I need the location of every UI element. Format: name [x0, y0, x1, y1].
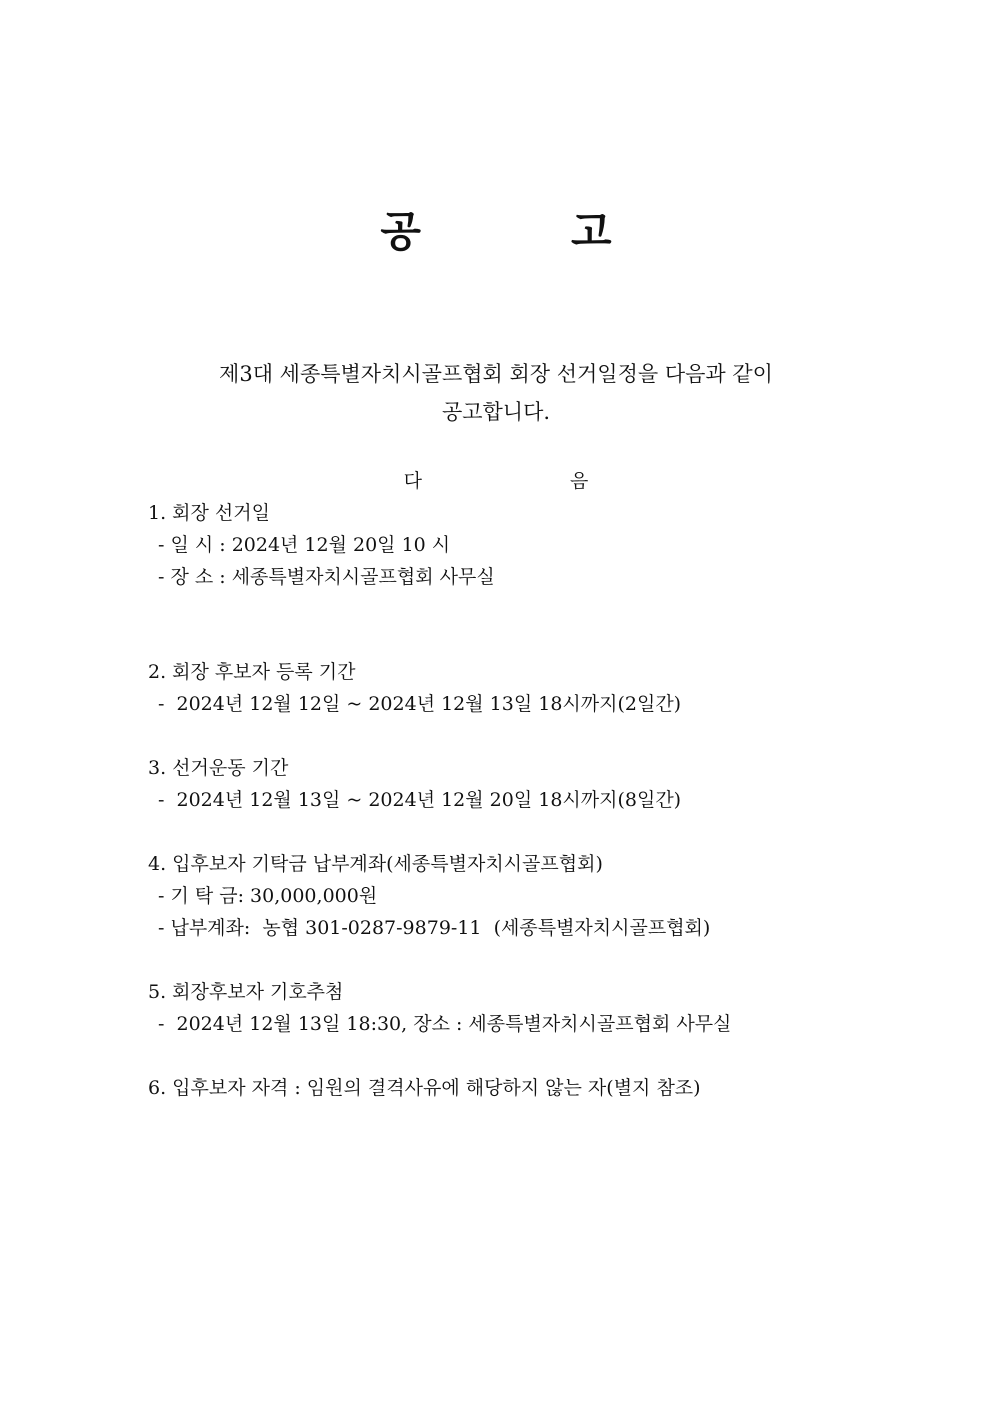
section-3-period: - 2024년 12월 13일 ~ 2024년 12월 20일 18시까지(8일간) [158, 789, 682, 811]
intro-line-1: 제3대 세종특별자치시골프협회 회장 선거일정을 다음과 같이 [219, 362, 773, 386]
section-4-deposit: - 기 탁 금: 30,000,000원 [158, 885, 378, 907]
title-char-1: 공 [380, 207, 421, 256]
section-2-period: - 2024년 12월 12일 ~ 2024년 12월 13일 18시까지(2일간) [158, 693, 682, 715]
details-heading-char-1: 다 [403, 470, 422, 492]
notice-title [0, 202, 992, 262]
section-2-heading: 2. 회장 후보자 등록 기간 [148, 661, 356, 683]
intro-line-2: 공고합니다. [441, 400, 551, 424]
section-1-location: - 장 소 : 세종특별자치시골프협회 사무실 [158, 566, 495, 588]
section-6-heading: 6. 입후보자 자격 : 임원의 결격사유에 해당하지 않는 자(별지 참조) [148, 1077, 701, 1099]
details-heading [0, 466, 992, 496]
title-char-2: 고 [571, 207, 612, 256]
details-heading-char-2: 음 [570, 470, 589, 492]
section-3-heading: 3. 선거운동 기간 [148, 757, 289, 779]
section-5-draw: - 2024년 12월 13일 18:30, 장소 : 세종특별자치시골프협회 사무실 [158, 1013, 732, 1035]
section-4-heading: 4. 입후보자 기탁금 납부계좌(세종특별자치시골프협회) [148, 853, 603, 875]
section-4-account: - 납부계좌: 농협 301-0287-9879-11 (세종특별자치시골프협회) [158, 917, 711, 939]
section-1-heading: 1. 회장 선거일 [148, 502, 270, 524]
section-1-datetime: - 일 시 : 2024년 12월 20일 10 시 [158, 534, 451, 556]
section-5-heading: 5. 회장후보자 기호추첨 [148, 981, 344, 1003]
